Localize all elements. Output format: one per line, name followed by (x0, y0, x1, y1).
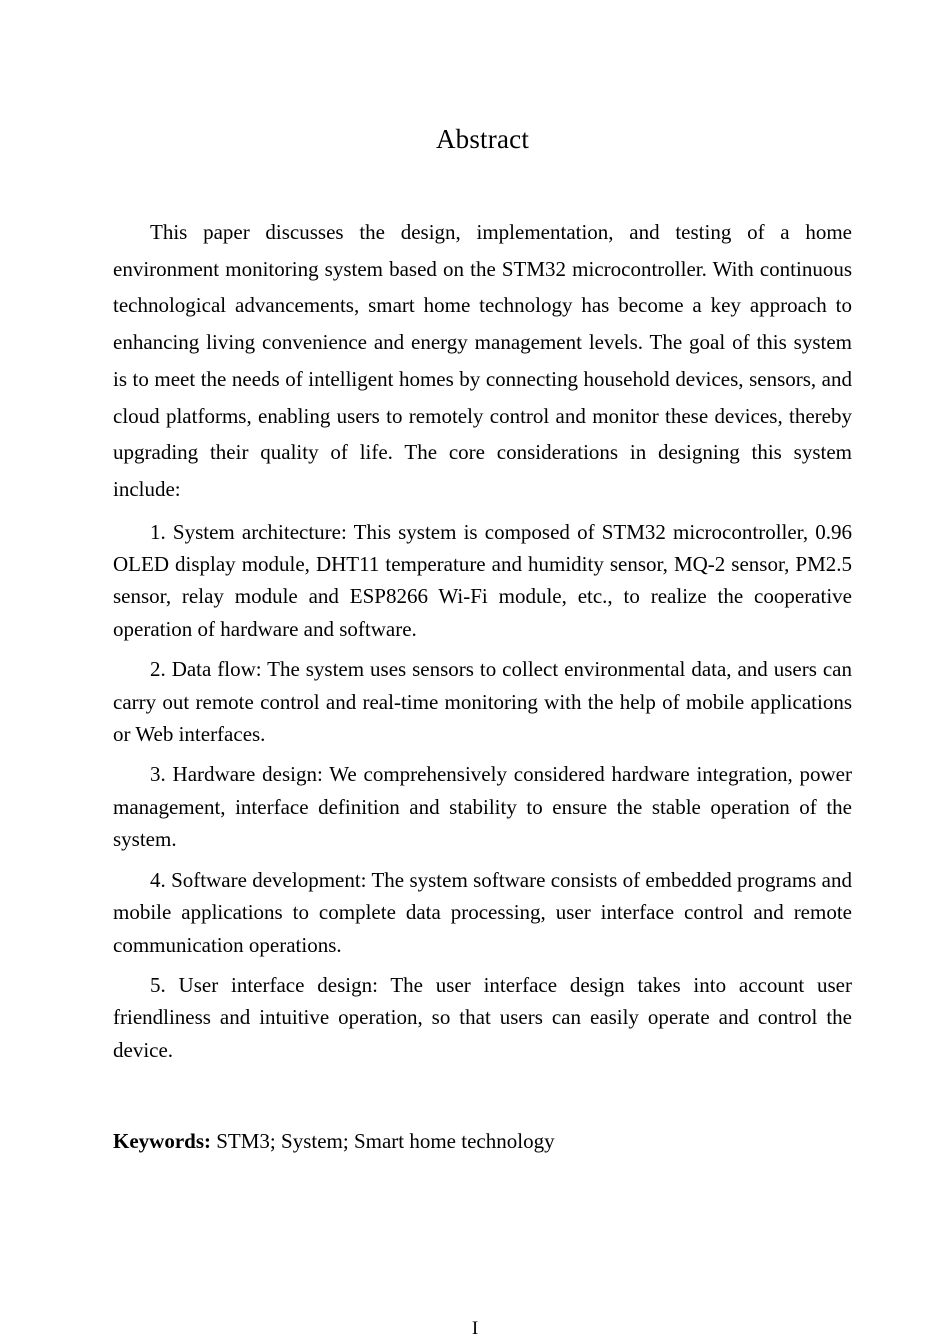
page-title: Abstract (435, 124, 530, 154)
list-item: 5. User interface design: The user interface design takes into account user friendliness and intuitive operation, so that users can easily operate and control the device. (113, 972, 852, 1062)
list-item: 4. Software development: The system software consists of embedded programs and mobile applications to complete data processing, user interface control and remote communication operations. (113, 867, 852, 957)
keywords-line (113, 1066, 852, 1156)
page-content (113, 0, 852, 1156)
abstract-paragraph: This paper discusses the design, implementation, and testing of a home environment monitoring system based on the STM32 microcontroller. With continuous technological advancements, smart home technology has become a key approach to enhancing living convenience and energy management levels. The goal of this system is to meet the needs of intelligent homes by connecting household devices, sensors, and cloud platforms, enabling users to remotely control and monitor these devices, thereby upgrading their quality of life. The core considerations in designing this system include: (113, 220, 852, 501)
keywords-label: Keywords: (113, 1129, 211, 1154)
list-item: 1. System architecture: This system is composed of STM32 microcontroller, 0.96 OLED display module, DHT11 temperature and humidity sensor, MQ-2 sensor, PM2.5 sensor, relay module and ESP8266 Wi-Fi module, etc., to realize the cooperative operation of hardware and software. (113, 519, 852, 641)
list-item: 3. Hardware design: We comprehensively considered hardware integration, power management, interface definition and stability to ensure the stable operation of the system. (113, 762, 852, 852)
list-item: 2. Data flow: The system uses sensors to collect environmental data, and users can carry out remote control and real-time monitoring with the help of mobile applications or Web interfaces. (113, 657, 852, 747)
abstract-section (113, 214, 852, 1156)
consideration-list (113, 508, 852, 1067)
keywords-text: STM3; System; Smart home technology (216, 1129, 555, 1154)
page-number: I (471, 1318, 479, 1339)
